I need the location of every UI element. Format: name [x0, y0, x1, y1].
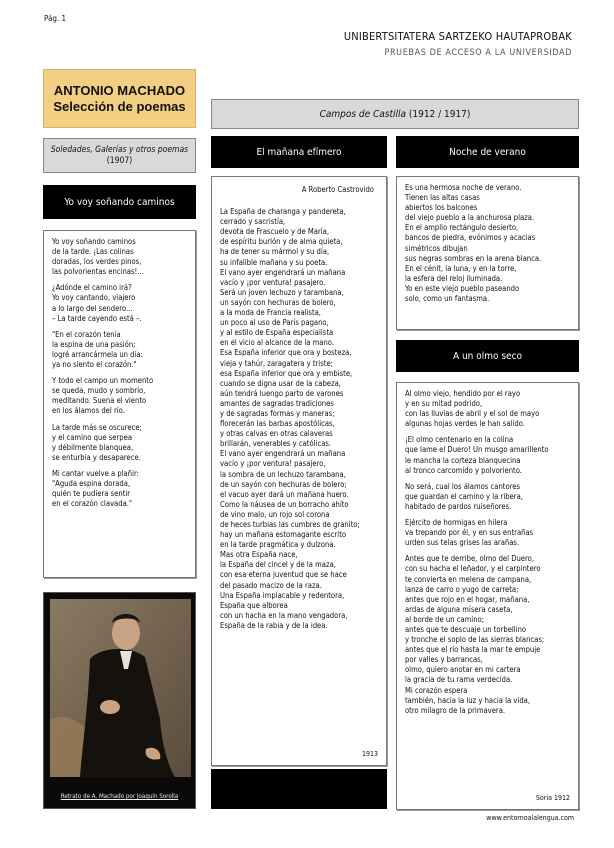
stanza: "En el corazón tenía la espina de una pasión; logré arrancármela un día: ya no siento el corazón."	[52, 329, 143, 370]
poem-line: Tienen las altas casas	[405, 193, 480, 203]
poem-heading-manana: El mañana efímero	[211, 136, 387, 168]
poem-line: en el vicio al alcance de la mano.	[220, 338, 335, 348]
stanza: ¡El olmo centenario en la colina que lame el Duero! Un musgo amarillento le mancha la corteza blanquecina al tronco carcomido y polvoriento.	[405, 435, 549, 475]
poem-year: Soria 1912	[535, 793, 570, 802]
poem-lines	[405, 183, 570, 304]
poem-heading-olmo: A un olmo seco	[396, 340, 579, 372]
poem-line: Yo en este viejo pueblo paseando	[405, 283, 520, 293]
portrait-caption: Retrato de A. Machado por Joaquín Sorolla	[60, 793, 179, 800]
stanza: No será, cual los álamos cantores que guardan el camino y la ribera, habitado de pardos ruiseñores.	[405, 481, 523, 511]
book-header-soledades	[43, 138, 196, 173]
stanza: Antes que te derribe, olmo del Duero, con su hacha el leñador, y el carpintero te convierta en melena de campana, lanza de carro o yugo de carreta; antes que rojo en el hogar, mañana, ardas de alguna mísera caseta, al borde de un camino; antes que te descuaje un torbellino y tronche el soplo de las sierras blancas; antes que el río hasta la mar te empuje por valles y barrancas, olmo, quiero anotar en mi cartera la gracia de tu rama verdecida. Mi corazón espera también, hacia la luz y hacia la vida, otro milagro de la primavera.	[405, 554, 545, 715]
poem-line: de heces turbias las cumbres de granito;	[220, 520, 360, 529]
poem-line: amantes de sagradas tradiciones	[220, 398, 334, 408]
book-title: Campos de Castilla	[319, 108, 407, 120]
poem-line: vacío y ¡por ventura! pasajero.	[220, 277, 326, 287]
poem-heading-noche: Noche de verano	[396, 136, 579, 168]
poem-line: hay un mañana estomagante escrito	[220, 530, 347, 540]
poem-line: bancos de piedra, evónimos y acacias	[405, 233, 536, 243]
poem-line: En el cénit, la luna, y en la torre,	[405, 263, 517, 273]
stanza: Al olmo viejo, hendido por el rayo y en su mitad podrido, con las lluvias de abril y el sol de mayo algunas hojas verdes le han salido.	[405, 389, 540, 429]
poem-line: Una España implacable y redentora,	[220, 590, 345, 600]
poem-line: y al estilo de España especialista	[220, 328, 334, 338]
poem-line: del pasado macizo de la raza.	[220, 580, 322, 590]
poem-line: la España del cincel y de la maza,	[220, 560, 336, 570]
book-header-campos	[211, 99, 579, 129]
stanza: La tarde más se oscurece; y el camino que serpea y débilmente blanquea, se enturbia y desaparece.	[52, 422, 142, 462]
header-basque: UNIBERTSITATERA SARTZEKO HAUTAPROBAK	[343, 30, 572, 43]
poem-line: Esa España inferior que ora y bosteza,	[220, 348, 352, 358]
poem-line: su infalible mañana y su poeta.	[220, 257, 328, 267]
stanza: Yo voy soñando caminos de la tarde. ¡Las colinas doradas, los verdes pinos, las polvorientas encinas!...	[52, 237, 144, 277]
poem-line: Como la náusea de un borracho ahíto	[220, 499, 349, 509]
poem-lines	[220, 207, 378, 631]
poem-line: en la tarde pragmática y dulzona.	[220, 540, 336, 550]
poem-line: esa España inferior que ora y embiste,	[220, 368, 353, 378]
selection-title: Selección de poemas	[53, 98, 186, 114]
poem-olmo-box	[396, 382, 579, 810]
poem-line: de espíritu burlón y de alma quieta,	[220, 237, 343, 247]
poem-line: de un sayón con hechuras de bolero;	[220, 479, 347, 489]
poem-stanzas	[405, 389, 570, 716]
stanza: Ejército de hormigas en hilera va trepando por él, y en sus entrañas urden sus telas grises las arañas.	[405, 518, 534, 548]
footer-website: www.entornoalalengua.com	[486, 814, 574, 822]
poem-line: El vano ayer engendrará un mañana	[220, 449, 346, 459]
poem-line: vacío y ¡por ventura! pasajero,	[220, 459, 326, 469]
poem-line: el vacuo ayer dará un mañana huero.	[220, 489, 349, 499]
poem-line: con esa eterna juventud que se hace	[220, 570, 347, 580]
poem-line: un poco al uso de París pagano,	[220, 318, 329, 328]
page-number: Pág. 1	[44, 14, 67, 23]
author-name: ANTONIO MACHADO	[53, 82, 186, 98]
poem-dedication: A Roberto Castrovido	[301, 185, 374, 194]
stanza: ¿Adónde el camino irá? Yo voy cantando, viajero a lo largo del sendero... – La tarde cayendo está –.	[52, 283, 142, 323]
poem-line: devota de Frascuelo y de María,	[220, 227, 330, 237]
poem-line: España que alborea	[220, 600, 288, 610]
poem-caminos-box	[43, 230, 196, 578]
poem-line: de vino malo, un rojo sol corona	[220, 509, 330, 519]
book-year: (1907)	[106, 155, 133, 166]
poem-line: cuando se digna usar de la cabeza,	[220, 378, 341, 388]
portrait-image	[50, 599, 191, 777]
poem-line: España de la rabia y de la idea.	[220, 620, 328, 630]
poem-line: Mas otra España nace,	[220, 550, 298, 560]
poem-line: El vano ayer engendrará un mañana	[220, 267, 346, 277]
poem-line: Será un joven lechuzo y tarambana,	[220, 287, 344, 297]
poem-line: abiertos los balcones	[405, 203, 478, 213]
poem-line: y de sagradas formas y maneras;	[220, 408, 335, 418]
poem-line: En el amplio rectángulo desierto,	[405, 223, 519, 233]
poem-line: La España de charanga y pandereta,	[220, 207, 346, 217]
poem-line: simétricos dibujan	[405, 243, 468, 253]
poem-line: del viejo pueblo a la anchurosa plaza.	[405, 213, 535, 223]
poem-line: con un hacha en la mano vengadora,	[220, 610, 348, 620]
poem-line: florecerán las barbas apostólicas,	[220, 419, 335, 429]
book-years: (1912 / 1917)	[406, 108, 471, 120]
header-spanish: PRUEBAS DE ACCESO A LA UNIVERSIDAD	[384, 48, 572, 58]
poem-line: la sombra de un lechuzo tarambana,	[220, 469, 346, 479]
poem-line: un sayón con hechuras de bolero,	[220, 297, 336, 307]
poem-line: brillarán, venerables y católicas.	[220, 439, 332, 449]
poem-heading-caminos: Yo voy soñando caminos	[43, 185, 196, 219]
poem-line: vieja y tahúr, zaragatera y triste;	[220, 358, 333, 368]
title-box	[43, 69, 196, 128]
poem-line: a la moda de Francia realista,	[220, 308, 321, 318]
book-title: Soledades, Galerías y otros poemas	[50, 144, 189, 155]
portrait-drawing	[50, 599, 191, 777]
stanza: Mi cantar vuelve a plañir: "Aguda espina dorada, quién te pudiera sentir en el corazón clavada."	[52, 468, 139, 509]
poem-line: y otras calvas en otras calaveras	[220, 429, 333, 439]
poem-line: sus negras sombras en la arena blanca.	[405, 253, 542, 263]
poem-line: ha de tener su mármol y su día,	[220, 247, 330, 257]
poem-year: 1913	[361, 749, 378, 758]
poem-manana-box	[211, 176, 387, 766]
stanza: Y todo el campo un momento se queda, mudo y sombrío, meditando. Suena el viento en los álamos del río.	[52, 376, 154, 416]
poem-line: cerrado y sacristía,	[220, 217, 286, 227]
empty-black-bar	[211, 769, 387, 809]
poem-noche-box	[396, 176, 579, 330]
poem-line: aún tendrá luengo parto de varones	[220, 388, 344, 398]
poem-line: la esfera del reloj iluminada.	[405, 273, 503, 283]
poem-line: Es una hermosa noche de verano.	[405, 183, 522, 192]
portrait-photo	[43, 592, 196, 809]
poem-line: solo, como un fantasma.	[405, 294, 490, 304]
